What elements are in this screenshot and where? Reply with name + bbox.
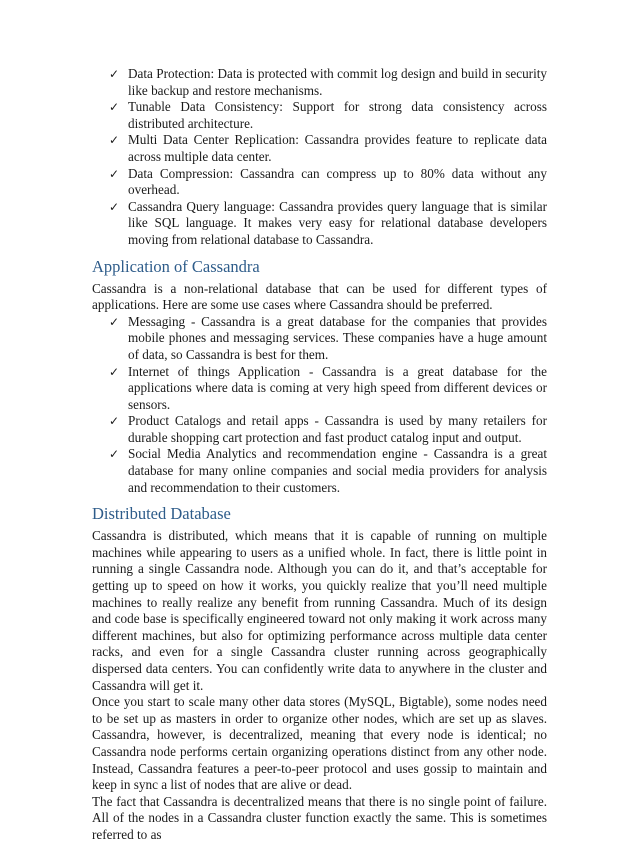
list-item: ✓ Tunable Data Consistency: Support for strong data consistency across distributed architecture. bbox=[109, 99, 547, 131]
list-item: ✓ Data Protection: Data is protected with commit log design and build in security like backup and restore mechanisms. bbox=[109, 66, 547, 98]
list-item: ✓ Multi Data Center Replication: Cassandra provides feature to replicate data across multiple data center. bbox=[109, 132, 547, 164]
section-heading-distributed: Distributed Database bbox=[92, 504, 231, 524]
paragraph: Cassandra is distributed, which means that it is capable of running on multiple machines while appearing to users as a unified whole. In fact, there is little point in running a single Cassandra node. Although you can do it, and that’s acceptable for getting up to speed on how it works, you quickly realize that you’ll need multiple machines to really realize any benefit from running Cassandra. Much of its design and code base is specifically engineered toward not only making it work across many different machines, but also for optimizing performance across multiple data center racks, and even for a single Cassandra cluster running across geographically dispersed data centers. You can confidently write data to anywhere in the cluster and Cassandra will get it. bbox=[92, 528, 547, 693]
paragraph: Once you start to scale many other data stores (MySQL, Bigtable), some nodes need to be set up as masters in order to organize other nodes, which are set up as slaves. Cassandra, however, is decentralized, meaning that every node is identical; no Cassandra node performs certain organizing operations distinct from any other node. Instead, Cassandra features a peer-to-peer protocol and uses gossip to maintain and keep in sync a list of nodes that are alive or dead. bbox=[92, 694, 547, 793]
list-item: ✓ Internet of things Application - Cassandra is a great database for the applications where data is coming at very high speed from different devices or sensors. bbox=[109, 363, 547, 412]
section-heading-applications: Application of Cassandra bbox=[92, 256, 260, 276]
check-mark-icon: ✓ bbox=[109, 133, 120, 148]
list-item: ✓ Social Media Analytics and recommendation engine - Cassandra is a great database for many online companies and social media providers for analysis and recommendation to their customers. bbox=[109, 446, 547, 495]
list-item: ✓ Messaging - Cassandra is a great database for the companies that provides mobile phones and messaging services. These companies have a huge amount of data, so Cassandra is best for them. bbox=[109, 313, 547, 362]
applications-intro: Cassandra is a non-relational database that can be used for different types of applications. Here are some use cases where Cassandra should be preferred. bbox=[92, 280, 547, 313]
paragraph: The fact that Cassandra is decentralized means that there is no single point of failure. All of the nodes in a Cassandra cluster function exactly the same. This is sometimes referred to as bbox=[92, 793, 547, 842]
feature-list bbox=[92, 66, 547, 249]
check-mark-icon: ✓ bbox=[109, 364, 120, 379]
document-page bbox=[92, 66, 547, 844]
check-mark-icon: ✓ bbox=[109, 199, 120, 214]
check-mark-icon: ✓ bbox=[109, 67, 120, 81]
check-mark-icon: ✓ bbox=[109, 100, 120, 115]
list-item: ✓ Data Compression: Cassandra can compress up to 80% data without any overhead. bbox=[109, 165, 547, 198]
applications-list bbox=[92, 314, 547, 497]
list-item: ✓ Product Catalogs and retail apps - Cassandra is used by many retailers for durable shopping cart protection and fast product catalog input and output. bbox=[109, 413, 547, 445]
list-item: ✓ Cassandra Query language: Cassandra provides query language that is similar like SQL language. It makes very easy for relational database developers moving from relational database to Cassandra. bbox=[109, 198, 547, 247]
check-mark-icon: ✓ bbox=[109, 166, 120, 181]
check-mark-icon: ✓ bbox=[109, 314, 120, 329]
check-mark-icon: ✓ bbox=[109, 447, 120, 462]
check-mark-icon: ✓ bbox=[109, 414, 120, 429]
